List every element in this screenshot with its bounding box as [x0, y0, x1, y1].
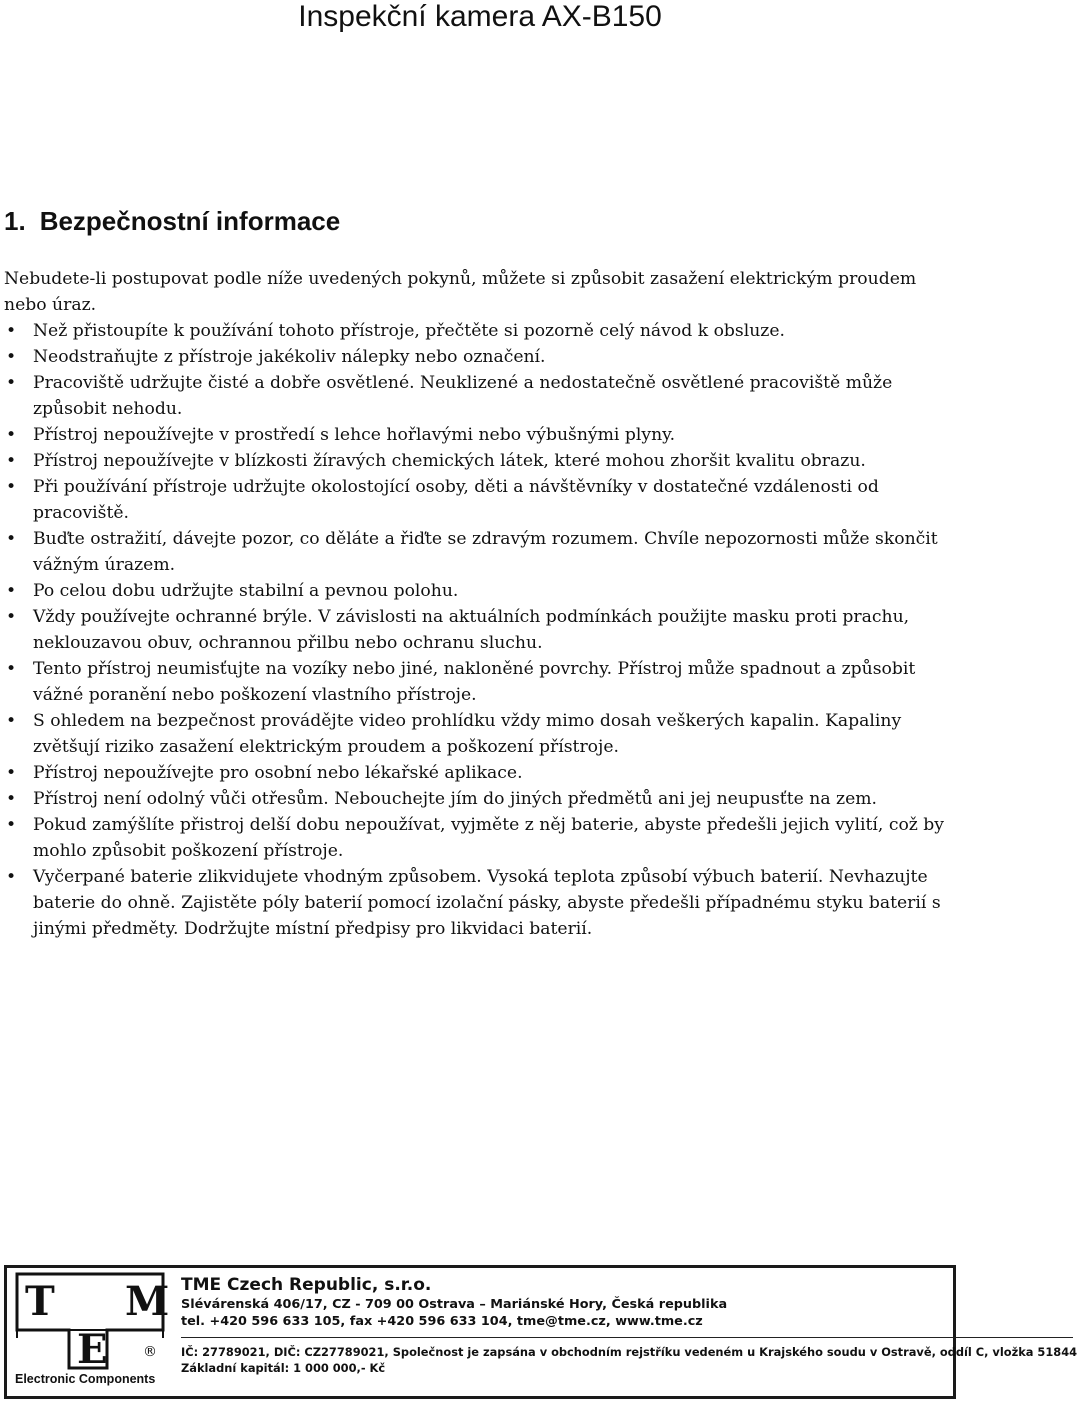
footer-divider	[181, 1337, 1073, 1338]
safety-rule: • Přístroj nepoužívejte v prostředí s lehce hořlavými nebo výbušnými plyny.	[4, 422, 958, 448]
logo-letter-t: T	[25, 1278, 55, 1325]
safety-text	[4, 266, 958, 942]
section-heading	[4, 206, 340, 237]
safety-rule: • Při používání přístroje udržujte okolostojící osoby, děti a návštěvníky v dostatečné vzdálenosti od pracoviště.	[4, 474, 958, 526]
company-address: Slévárenská 406/17, CZ - 709 00 Ostrava – Mariánské Hory, Česká republika	[181, 1297, 728, 1312]
company-info	[173, 1268, 1077, 1396]
intro-paragraph: Nebudete-li postupovat podle níže uvedených pokynů, můžete si způsobit zasažení elektrickým proudem nebo úraz.	[4, 269, 917, 315]
safety-rule: • Přístroj nepoužívejte v blízkosti žíravých chemických látek, které mohou zhoršit kvalitu obrazu.	[4, 448, 958, 474]
company-capital: Základní kapitál: 1 000 000,- Kč	[181, 1361, 386, 1375]
section-number: 1.	[4, 206, 26, 236]
company-contact: tel. +420 596 633 105, fax +420 596 633 104, tme@tme.cz, www.tme.cz	[181, 1314, 703, 1329]
safety-rule: • Vždy používejte ochranné brýle. V závislosti na aktuálních podmínkách použijte masku proti prachu, neklouzavou obuv, ochrannou přilbu nebo ochranu sluchu.	[4, 604, 958, 656]
company-footer	[4, 1265, 1077, 1399]
safety-rule: • Neodstraňujte z přístroje jakékoliv nálepky nebo označení.	[4, 344, 958, 370]
company-name: TME Czech Republic, s.r.o.	[181, 1275, 432, 1295]
logo-caption: Electronic Components	[15, 1372, 156, 1386]
document-title: Inspekční kamera AX-B150	[298, 0, 662, 33]
logo-letter-e: E	[77, 1326, 108, 1373]
safety-rule: • Pracoviště udržujte čisté a dobře osvětlené. Neuklizené a nedostatečně osvětlené pracoviště může způsobit nehodu.	[4, 370, 958, 422]
section-title: Bezpečnostní informace	[39, 206, 341, 236]
safety-rule: • Než přistoupíte k používání tohoto přístroje, přečtěte si pozorně celý návod k obsluze.	[4, 318, 958, 344]
safety-rule: • Přístroj nepoužívejte pro osobní nebo lékařské aplikace.	[4, 760, 958, 786]
safety-rules-list	[4, 318, 958, 942]
safety-rule: • Buďte ostražití, dávejte pozor, co děláte a řiďte se zdravým rozumem. Chvíle nepozornosti může skončit vážným úrazem.	[4, 526, 958, 578]
safety-rule: • Tento přístroj neumisťujte na vozíky nebo jiné, nakloněné povrchy. Přístroj může spadnout a způsobit vážné poranění nebo poškození vlastního přístroje.	[4, 656, 958, 708]
tme-logo	[7, 1268, 173, 1396]
safety-rule: • Po celou dobu udržujte stabilní a pevnou polohu.	[4, 578, 958, 604]
safety-rule: • Přístroj není odolný vůči otřesům. Nebouchejte jím do jiných předmětů ani jej neupusťte na zem.	[4, 786, 958, 812]
company-registration: IČ: 27789021, DIČ: CZ27789021, Společnost je zapsána v obchodním rejstříku vedeném u Krajského soudu v Ostravě, oddíl C, vložka 51844	[181, 1345, 1077, 1359]
logo-letter-m: M	[125, 1278, 170, 1325]
registered-mark-icon: ®	[143, 1344, 157, 1360]
safety-rule: • Vyčerpané baterie zlikvidujete vhodným způsobem. Vysoká teplota způsobí výbuch baterií. Nevhazujte baterie do ohně. Zajistěte póly baterií pomocí izolační pásky, abyste předešli případnému styku baterií s jinými předměty. Dodržujte místní předpisy pro likvidaci baterií.	[4, 864, 958, 942]
safety-rule: • Pokud zamýšlíte přistroj delší dobu nepoužívat, vyjměte z něj baterie, abyste předešli jejich vylití, což by mohlo způsobit poškození přístroje.	[4, 812, 958, 864]
safety-rule: • S ohledem na bezpečnost provádějte video prohlídku vždy mimo dosah veškerých kapalin. Kapaliny zvětšují riziko zasažení elektrickým proudem a poškození přístroje.	[4, 708, 958, 760]
